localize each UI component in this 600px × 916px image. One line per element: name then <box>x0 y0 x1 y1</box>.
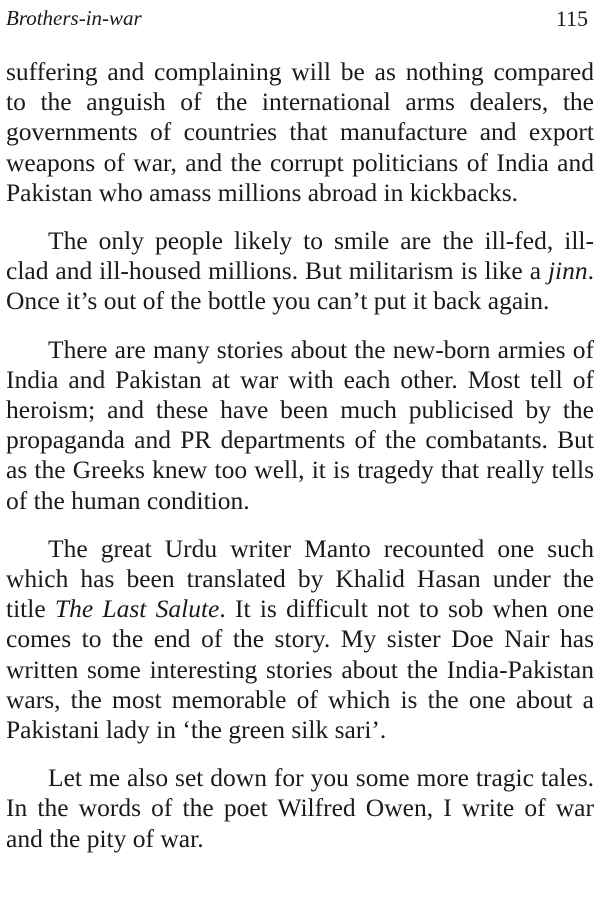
paragraph-text: There are many stories about the new-born armies of India and Pakistan at war with each other. Most tell of heroism; and these have been much publicised by the propaganda and PR departments of the combatants. But as the Greeks knew too well, it is tragedy that really tells of the human condition. <box>6 334 594 515</box>
paragraph-owen <box>6 763 594 854</box>
paragraph-text-before: The only people likely to smile are the ill-fed, ill-clad and ill-housed millions. But militarism is like a <box>6 226 594 286</box>
body-text <box>6 57 594 854</box>
paragraph-manto <box>6 534 594 745</box>
book-page <box>6 0 594 916</box>
italic-title: The Last Salute <box>54 594 220 624</box>
paragraph-text: Let me also set down for you some more tragic tales. In the words of the poet Wilfred Owen, I write of war and the pity of war. <box>6 763 594 853</box>
paragraph-text: suffering and complaining will be as nothing compared to the anguish of the international arms dealers, the governments of countries that manufacture and export weapons of war, and the corrupt politicians of India and Pakistan who amass millions abroad in kickbacks. <box>6 57 594 207</box>
paragraph-continued <box>6 57 594 208</box>
running-head <box>6 6 588 32</box>
paragraph-text-before: The great Urdu writer Manto recounted one such which has been translated by Khalid Hasan under the title <box>6 533 594 624</box>
paragraph-stories <box>6 335 594 516</box>
page-number: 115 <box>555 6 588 31</box>
paragraph-text-after: . It is difficult not to sob when one comes to the end of the story. My sister Doe Nair has written some interesting stories about the India-Pakistan wars, the most memorable of which is the one about a Pakistani lady in ‘the green silk sari’. <box>6 594 594 745</box>
running-head-title: Brothers-in-war <box>6 6 142 30</box>
paragraph-text-after: . Once it’s out of the bottle you can’t put it back again. <box>6 256 594 316</box>
paragraph-militarism <box>6 226 594 317</box>
italic-term: jinn <box>547 256 588 286</box>
